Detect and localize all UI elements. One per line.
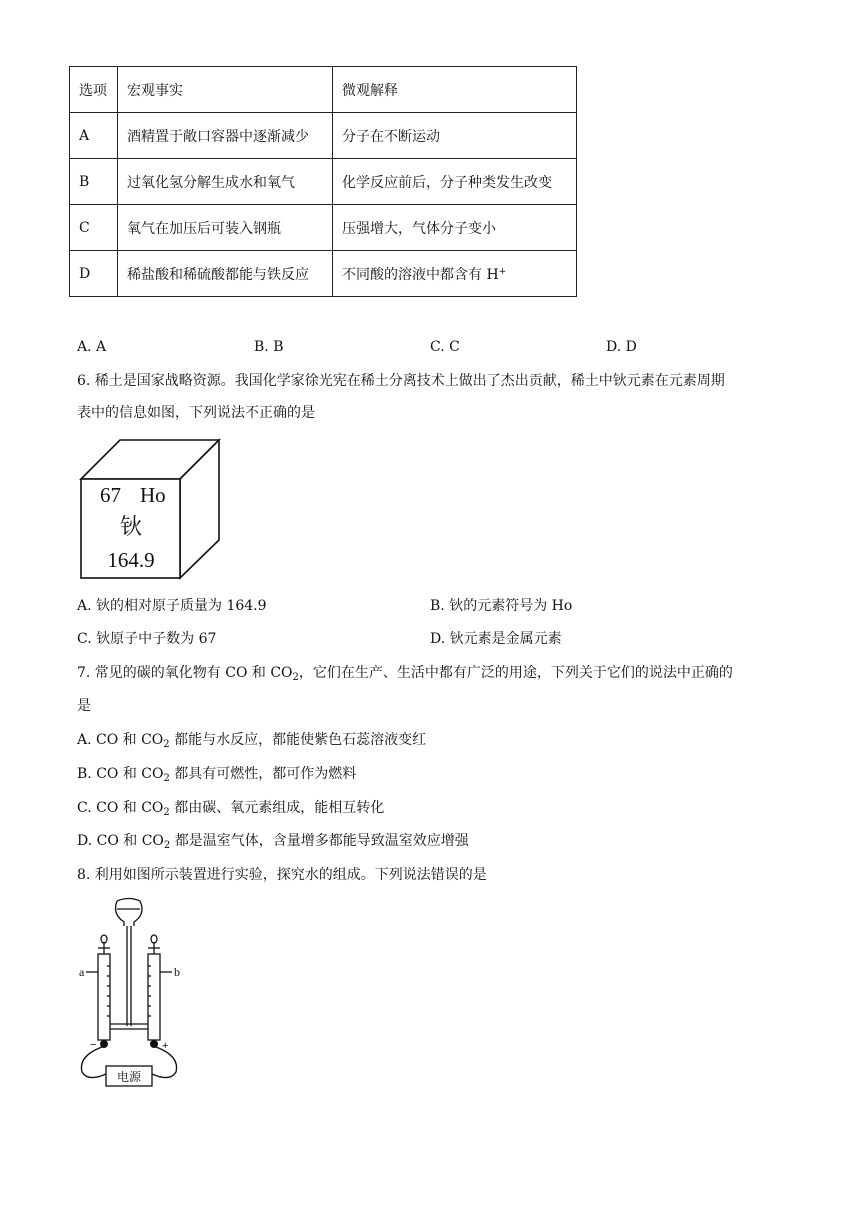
q5-table bbox=[69, 66, 577, 297]
co2-subscript: 2 bbox=[163, 807, 170, 818]
right-tube bbox=[148, 954, 160, 1040]
q5-option-c[interactable]: C. C bbox=[430, 339, 460, 355]
table-row bbox=[70, 159, 577, 205]
co2-subscript: 2 bbox=[163, 840, 171, 851]
q7-option-a-pre: A. CO 和 CO bbox=[77, 732, 164, 748]
co2-subscript: 2 bbox=[163, 739, 170, 750]
q7-option-c-pre: C. CO 和 CO bbox=[77, 800, 164, 816]
table-row bbox=[70, 205, 577, 251]
q7-stem-line2: 是 bbox=[77, 698, 91, 714]
row-macro-fact: 稀盐酸和稀硫酸都能与铁反应 bbox=[118, 251, 333, 297]
element-tile-figure bbox=[78, 438, 224, 580]
table-header-row bbox=[70, 67, 577, 113]
header-option: 选项 bbox=[70, 67, 118, 113]
q6-option-b[interactable]: B. 钬的元素符号为 Ho bbox=[430, 598, 573, 614]
power-supply-label: 电源 bbox=[116, 1070, 142, 1084]
element-symbol: Ho bbox=[140, 483, 166, 507]
anode-electrode bbox=[150, 1040, 158, 1048]
minus-sign: − bbox=[90, 1039, 97, 1051]
row-micro-explanation bbox=[333, 251, 577, 297]
q7-option-c-post: 都由碳、氧元素组成，能相互转化 bbox=[169, 800, 385, 816]
q7-stem-line1 bbox=[77, 663, 733, 683]
table-row bbox=[70, 251, 577, 297]
right-stopcock bbox=[151, 935, 157, 943]
table-row bbox=[70, 113, 577, 159]
q7-option-b[interactable] bbox=[77, 764, 356, 784]
row-micro-explanation: 化学反应前后，分子种类发生改变 bbox=[333, 159, 577, 205]
q6-stem-line2: 表中的信息如图，下列说法不正确的是 bbox=[77, 405, 315, 421]
co2-subscript: 2 bbox=[292, 672, 299, 683]
row-micro-explanation: 分子在不断运动 bbox=[333, 113, 577, 159]
row-micro-explanation-text: 不同酸的溶液中都含有 H bbox=[342, 266, 499, 283]
funnel-bowl bbox=[116, 901, 142, 926]
q5-option-b[interactable]: B. B bbox=[254, 339, 284, 355]
q7-option-a-post: 都能与水反应，都能使紫色石蕊溶液变红 bbox=[169, 732, 427, 748]
q6-option-a[interactable]: A. 钬的相对原子质量为 164.9 bbox=[77, 598, 267, 614]
q7-option-b-pre: B. CO 和 CO bbox=[77, 766, 164, 782]
row-macro-fact: 过氧化氢分解生成水和氧气 bbox=[118, 159, 333, 205]
atomic-number: 67 bbox=[100, 483, 121, 507]
row-macro-fact: 氧气在加压后可装入钢瓶 bbox=[118, 205, 333, 251]
label-b: b bbox=[174, 965, 180, 979]
q6-option-c[interactable]: C. 钬原子中子数为 67 bbox=[77, 631, 217, 647]
q7-stem-b: ，它们在生产、生活中都有广泛的用途，下列关于它们的说法中正确的 bbox=[298, 665, 733, 681]
row-option: B bbox=[70, 159, 118, 205]
q8-stem: 8. 利用如图所示装置进行实验，探究水的组成。下列说法错误的是 bbox=[77, 867, 487, 883]
row-option: D bbox=[70, 251, 118, 297]
electrolysis-apparatus-figure bbox=[74, 896, 186, 1092]
q6-stem-line1: 6. 稀土是国家战略资源。我国化学家徐光宪在稀土分离技术上做出了杰出贡献，稀土中钬元素在元素周期 bbox=[77, 373, 725, 389]
q6-option-d[interactable]: D. 钬元素是金属元素 bbox=[430, 631, 562, 647]
header-macro-fact: 宏观事实 bbox=[118, 67, 333, 113]
q7-option-a[interactable] bbox=[77, 730, 426, 750]
funnel-rim bbox=[117, 899, 140, 902]
label-a: a bbox=[79, 965, 85, 979]
row-macro-fact: 酒精置于敞口容器中逐渐减少 bbox=[118, 113, 333, 159]
left-stopcock bbox=[101, 935, 107, 943]
q7-option-d[interactable] bbox=[77, 831, 469, 851]
row-option: A bbox=[70, 113, 118, 159]
co2-subscript: 2 bbox=[163, 773, 170, 784]
row-option: C bbox=[70, 205, 118, 251]
plus-sign: + bbox=[162, 1040, 169, 1052]
cathode-electrode bbox=[100, 1040, 108, 1048]
h-plus-superscript: + bbox=[498, 266, 507, 277]
q7-stem-a: 7. 常见的碳的氧化物有 CO 和 CO bbox=[77, 665, 293, 681]
q7-option-d-post: 都是温室气体，含量增多都能导致温室效应增强 bbox=[170, 833, 469, 849]
element-name: 钬 bbox=[119, 515, 143, 540]
q7-option-b-post: 都具有可燃性，都可作为燃料 bbox=[169, 766, 357, 782]
left-wire bbox=[81, 1047, 106, 1078]
q5-option-a[interactable]: A. A bbox=[77, 339, 107, 355]
q5-option-d[interactable]: D. D bbox=[606, 339, 637, 355]
atomic-mass: 164.9 bbox=[107, 548, 155, 572]
q7-option-c[interactable] bbox=[77, 798, 384, 818]
q7-option-d-pre: D. CO 和 CO bbox=[77, 833, 164, 849]
header-micro-explanation: 微观解释 bbox=[333, 67, 577, 113]
left-tube bbox=[98, 954, 110, 1040]
row-micro-explanation: 压强增大，气体分子变小 bbox=[333, 205, 577, 251]
